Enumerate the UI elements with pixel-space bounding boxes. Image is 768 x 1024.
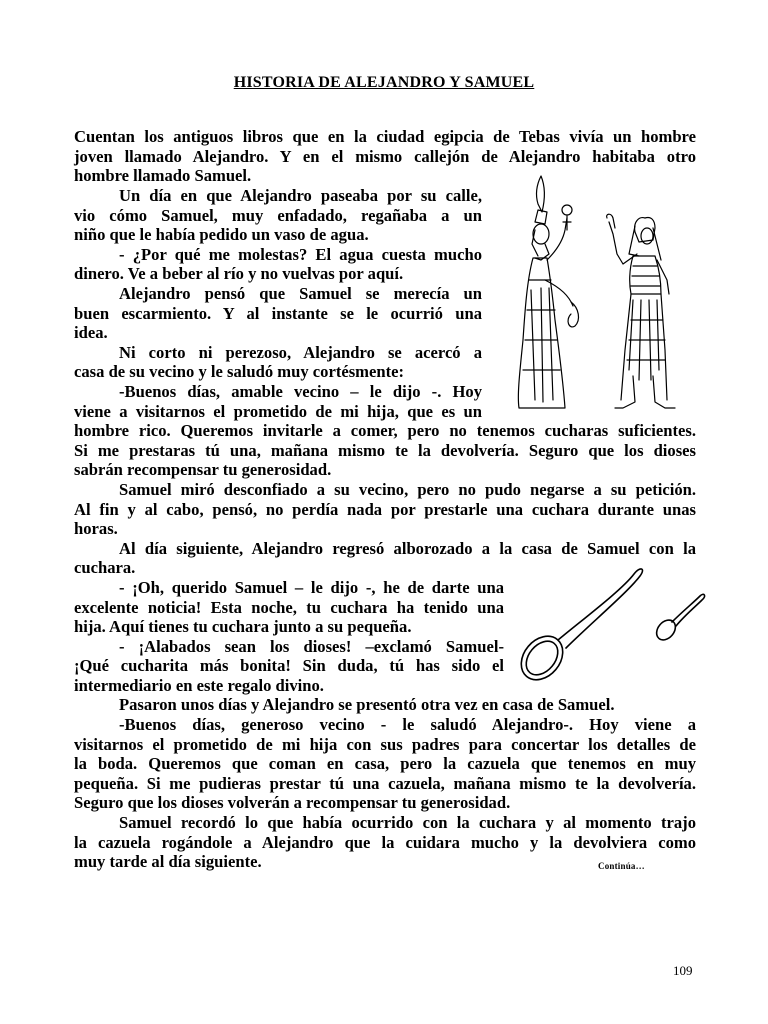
text-line: joven llamado Alejandro. Y en el mismo callejón de Alejandro habitaba otro [74,147,696,166]
text-line: Al fin y al cabo, pensó, no perdía nada por prestarle una cuchara durante unas [74,500,696,519]
text-line: - ¡Alabados sean los dioses! –exclamó Samuel- [119,637,504,656]
text-line: - ¿Por qué me molestas? El agua cuesta mucho [119,245,482,264]
egyptian-figures-illustration [505,170,695,415]
story-title: HISTORIA DE ALEJANDRO Y SAMUEL [233,74,535,91]
text-line: cuchara. [74,558,136,577]
text-line: sabrán recompensar tu generosidad. [74,460,332,479]
text-line: Alejandro pensó que Samuel se merecía un [119,284,482,303]
text-line: pequeña. Si me pudieras prestar tú una cazuela, mañana mismo te la devolvería. [74,774,696,793]
text-line: Ni corto ni perezoso, Alejandro se acercó a [119,343,482,362]
text-line: casa de su vecino y le saludó muy cortésmente: [74,362,404,381]
text-line: hombre rico. Queremos invitarle a comer, pero no tenemos cucharas suficientes. [74,421,696,440]
text-line: intermediario en este regalo divino. [74,676,324,695]
text-line: -Buenos días, amable vecino – le dijo -. Hoy [119,382,482,401]
text-line: la cazuela rogándole a Alejandro que la cuidara mucho y la devolviera como [74,833,696,852]
text-line: idea. [74,323,108,342]
text-line: horas. [74,519,118,538]
page-number: 109 [673,963,693,978]
text-line: Un día en que Alejandro paseaba por su calle, [119,186,482,205]
text-line: Cuentan los antiguos libros que en la ciudad egipcia de Tebas vivía un hombre [74,127,696,146]
text-line: hombre llamado Samuel. [74,166,252,185]
text-line: ¡Qué cucharita más bonita! Sin duda, tú has sido el [74,656,504,675]
text-line: Al día siguiente, Alejandro regresó alborozado a la casa de Samuel con la [119,539,696,558]
text-line: dinero. Ve a beber al río y no vuelvas por aquí. [74,264,404,283]
text-line: Si me prestaras tú una, mañana mismo te la devolvería. Seguro que los dioses [74,441,696,460]
text-line: Samuel recordó lo que había ocurrido con la cuchara y al momento trajo [119,813,696,832]
text-line: Pasaron unos días y Alejandro se presentó otra vez en casa de Samuel. [119,695,615,714]
text-line: viene a visitarnos el prometido de mi hija, que es un [74,402,482,421]
text-line: buen escarmiento. Y al instante se le ocurrió una [74,304,482,323]
text-line: Seguro que los dioses volverán a recompensar tu generosidad. [74,793,511,812]
text-line: -Buenos días, generoso vecino - le saludó Alejandro-. Hoy viene a [119,715,696,734]
text-line: visitarnos el prometido de mi hija con sus padres para concertar los detalles de [74,735,696,754]
text-line: la boda. Queremos que coman en casa, pero la cazuela que tenemos en muy [74,754,696,773]
continua-label: Continúa… [598,861,645,871]
spoon-and-small-spoon-illustration [512,560,712,690]
text-line: Samuel miró desconfiado a su vecino, pero no pudo negarse a su petición. [119,480,696,499]
text-line: vio cómo Samuel, muy enfadado, regañaba a un [74,206,482,225]
text-line: muy tarde al día siguiente. [74,852,262,871]
text-line: niño que le había pedido un vaso de agua. [74,225,369,244]
text-line: excelente noticia! Esta noche, tu cuchara ha tenido una [74,598,504,617]
text-line: - ¡Oh, querido Samuel – le dijo -, he de darte una [119,578,504,597]
text-line: hija. Aquí tienes tu cuchara junto a su pequeña. [74,617,412,636]
